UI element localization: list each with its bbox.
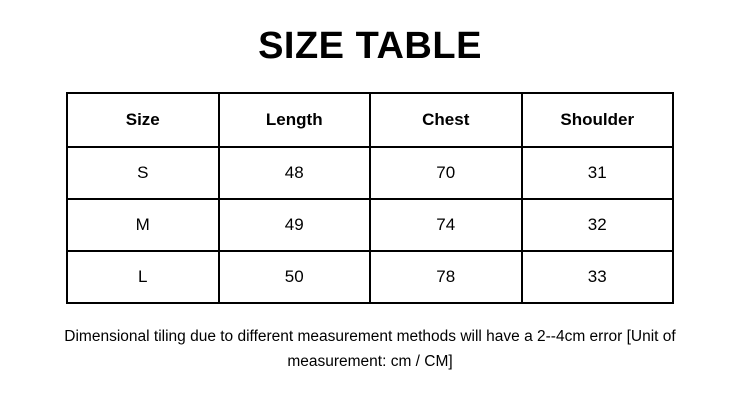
cell-length: 50 — [219, 251, 371, 303]
cell-chest: 74 — [370, 199, 522, 251]
table-row — [67, 251, 673, 303]
column-header-size: Size — [67, 93, 219, 147]
table-body — [67, 147, 673, 303]
column-header-chest: Chest — [370, 93, 522, 147]
cell-length: 48 — [219, 147, 371, 199]
cell-chest: 78 — [370, 251, 522, 303]
cell-size: L — [67, 251, 219, 303]
page-title: SIZE TABLE — [258, 25, 482, 67]
table-row — [67, 147, 673, 199]
table-row — [67, 199, 673, 251]
column-header-shoulder: Shoulder — [522, 93, 674, 147]
table-header — [67, 93, 673, 147]
cell-shoulder: 33 — [522, 251, 674, 303]
column-header-length: Length — [219, 93, 371, 147]
cell-size: M — [67, 199, 219, 251]
cell-shoulder: 32 — [522, 199, 674, 251]
cell-shoulder: 31 — [522, 147, 674, 199]
size-table-container — [66, 92, 674, 304]
size-table — [66, 92, 674, 304]
cell-size: S — [67, 147, 219, 199]
measurement-note: Dimensional tiling due to different measurement methods will have a 2--4cm error [Unit of measurement: cm / CM] — [64, 327, 676, 371]
table-header-row — [67, 93, 673, 147]
cell-length: 49 — [219, 199, 371, 251]
cell-chest: 70 — [370, 147, 522, 199]
